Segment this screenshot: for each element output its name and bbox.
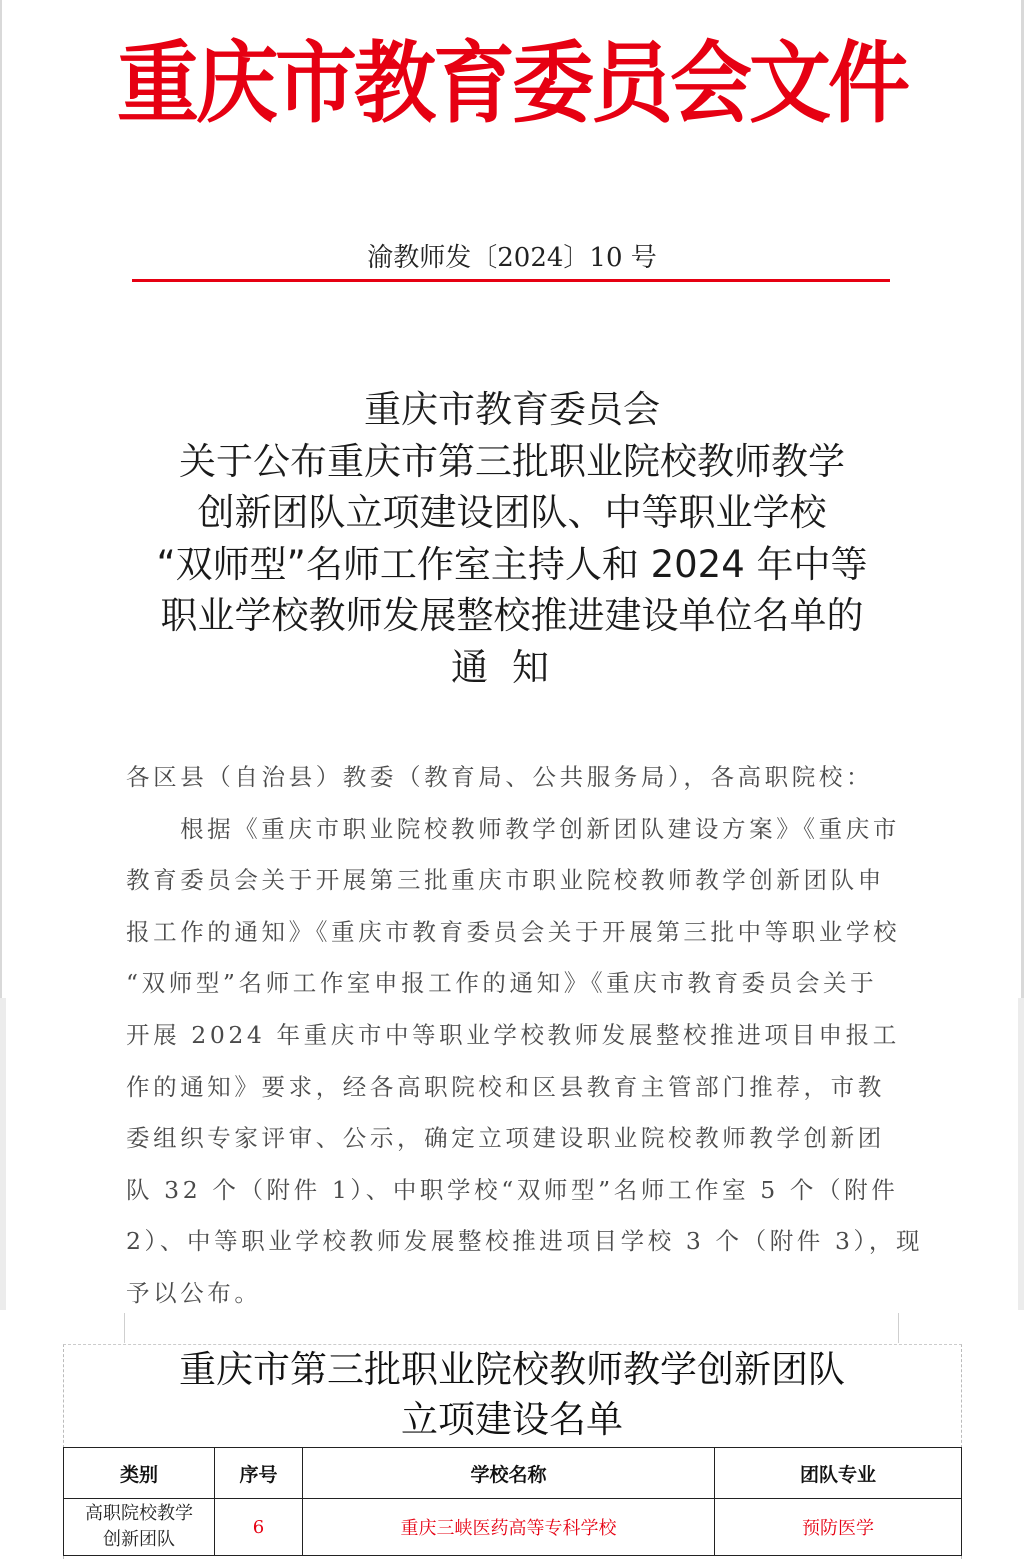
index-cell: 6 xyxy=(215,1499,303,1556)
scan-edge-left xyxy=(0,998,6,1310)
issuer-title: 重庆市教育委员会文件 xyxy=(116,32,907,136)
body-line: 报工作的通知》《重庆市教育委员会关于开展第三批中等职业学校 xyxy=(126,917,901,946)
scan-edge-right xyxy=(1018,998,1024,1310)
notice-title-line: “双师型”名师工作室主持人和 2024 年中等 xyxy=(156,542,868,586)
team-major-cell: 预防医学 xyxy=(715,1499,962,1556)
body-line: 根据《重庆市职业院校教师教学创新团队建设方案》《重庆市 xyxy=(180,814,900,843)
column-header-index: 序号 xyxy=(215,1448,303,1499)
category-cell xyxy=(64,1499,215,1556)
list-title xyxy=(63,1345,961,1445)
body-line: 教育委员会关于开展第三批重庆市职业院校教师教学创新团队申 xyxy=(126,866,885,895)
red-separator-line xyxy=(132,279,890,282)
page-border-left xyxy=(0,0,2,1000)
document-number: 渝教师发〔2024〕10 号 xyxy=(367,243,657,273)
page-corner-mark-right xyxy=(898,1313,899,1343)
body-line: 队 32 个（附件 1）、中职学校“双师型”名师工作室 5 个（附件 xyxy=(126,1175,899,1204)
body-line: 作的通知》要求，经各高职院校和区县教育主管部门推荐，市教 xyxy=(126,1072,885,1101)
body-line: 2）、中等职业学校教师发展整校推进项目学校 3 个（附件 3），现 xyxy=(126,1227,924,1256)
category-line: 创新团队 xyxy=(103,1529,175,1550)
column-header-school: 学校名称 xyxy=(303,1448,715,1499)
body-line: 予以公布。 xyxy=(126,1278,262,1307)
list-title-line: 重庆市第三批职业院校教师教学创新团队 xyxy=(179,1348,845,1391)
notice-title-line: 重庆市教育委员会 xyxy=(364,388,660,431)
notice-title-line: 关于公布重庆市第三批职业院校教师教学 xyxy=(179,439,845,483)
body-line: “双师型”名师工作室申报工作的通知》《重庆市教育委员会关于 xyxy=(126,969,878,998)
body-line: 委组织专家评审、公示，确定立项建设职业院校教师教学创新团 xyxy=(126,1124,885,1153)
category-line: 高职院校教学 xyxy=(85,1503,193,1524)
list-title-line: 立项建设名单 xyxy=(401,1398,623,1441)
column-header-major: 团队专业 xyxy=(715,1448,962,1499)
roster-table xyxy=(63,1447,962,1556)
notice-title xyxy=(100,384,924,693)
page-corner-mark-left xyxy=(124,1313,125,1343)
salutation: 各区县（自治县）教委（教育局、公共服务局），各高职院校： xyxy=(126,763,874,791)
column-header-category: 类别 xyxy=(64,1448,215,1499)
table-header-row xyxy=(64,1448,962,1499)
body-line: 开展 2024 年重庆市中等职业学校教师发展整校推进项目申报工 xyxy=(126,1020,900,1049)
notice-body xyxy=(126,752,924,1320)
notice-title-line: 创新团队立项建设团队、中等职业学校 xyxy=(197,491,827,534)
school-name-cell: 重庆三峡医药高等专科学校 xyxy=(303,1499,715,1556)
table-row xyxy=(64,1499,962,1556)
notice-title-line: 通知 xyxy=(451,645,573,689)
notice-title-line: 职业学校教师发展整校推进建设单位名单的 xyxy=(160,594,864,637)
